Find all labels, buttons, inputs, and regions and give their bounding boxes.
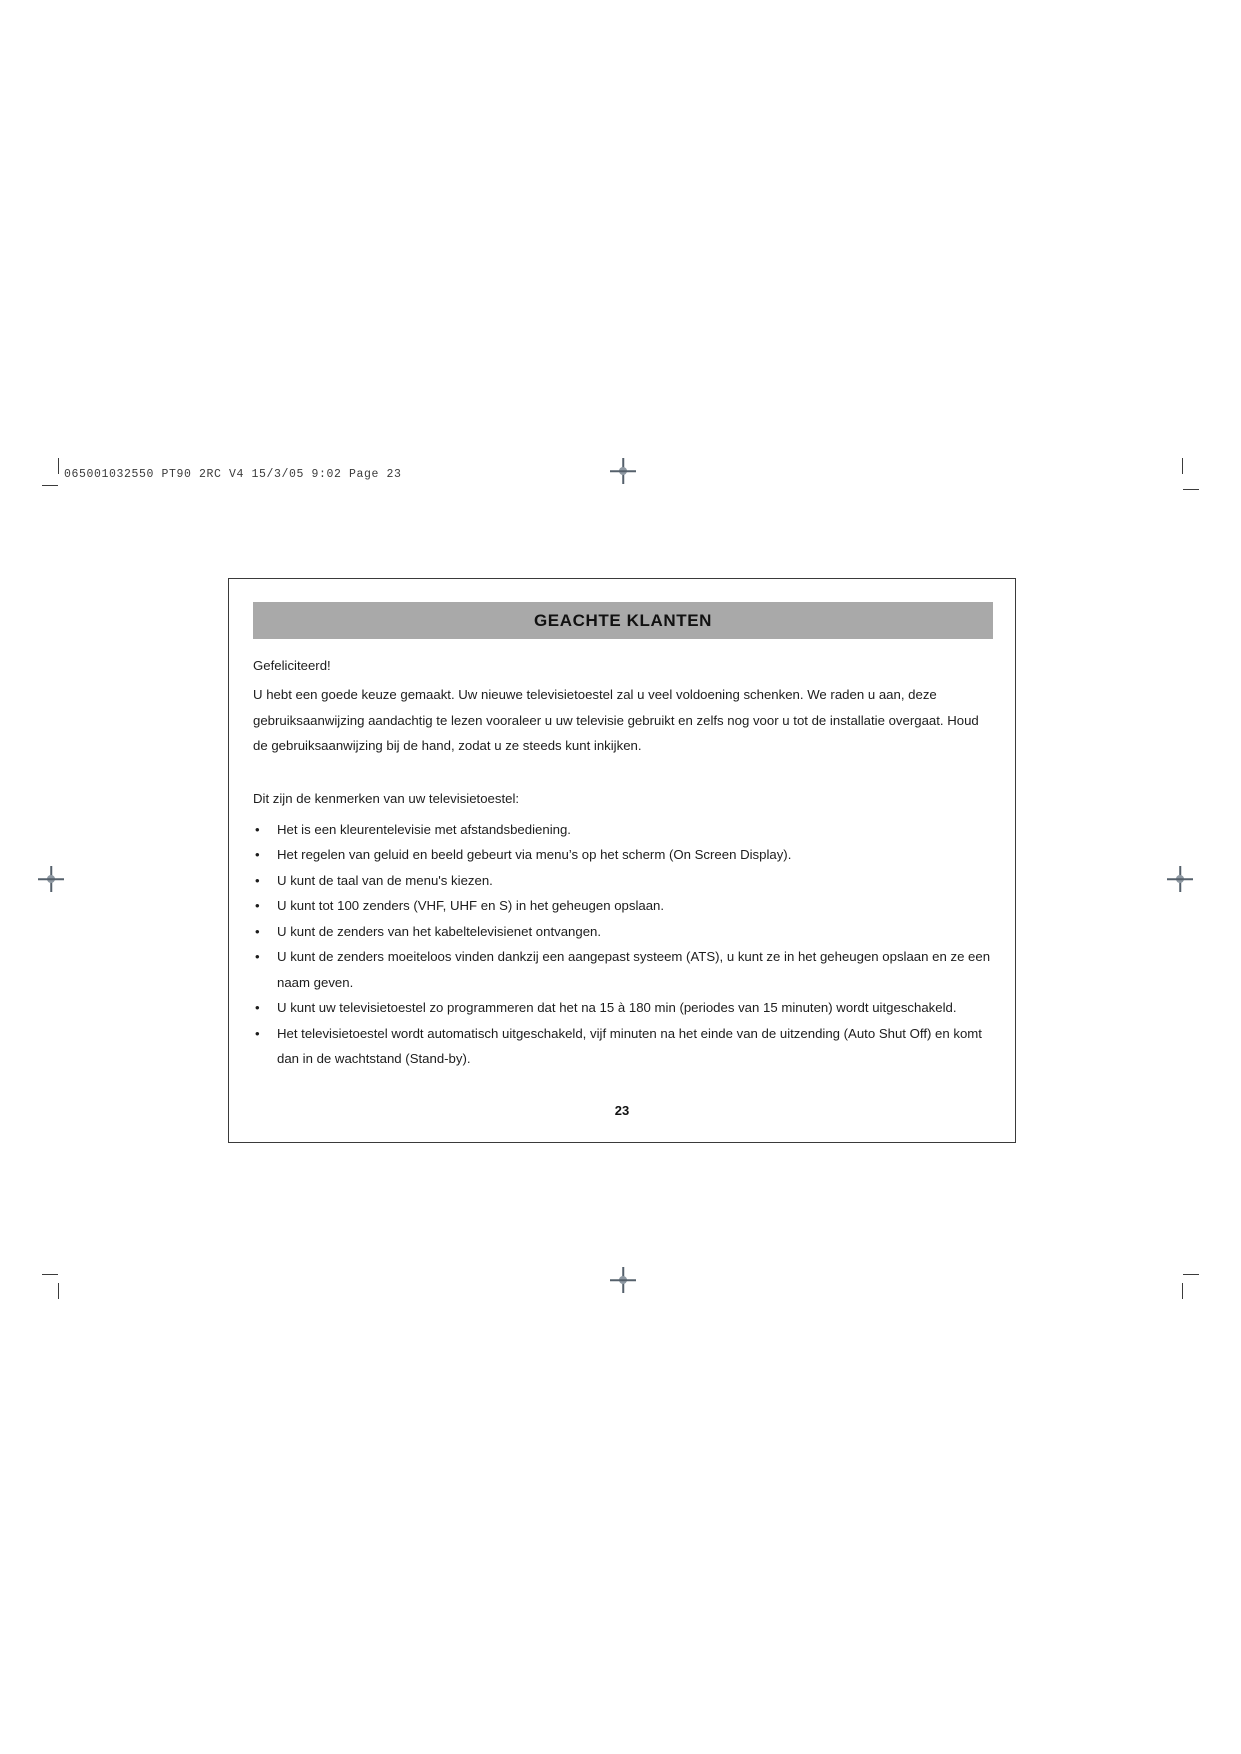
list-item-label: Het televisietoestel wordt automatisch uitgeschakeld, vijf minuten na het einde van de uitzending (Auto Shut Off) en komt dan in de wachtstand (Stand-by).	[277, 1025, 982, 1066]
list-item-label: Het is een kleurentelevisie met afstandsbediening.	[277, 821, 571, 837]
list-item-label: Het regelen van geluid en beeld gebeurt via menu’s op het scherm (On Screen Display).	[277, 847, 792, 862]
bullet-icon: •	[255, 847, 260, 862]
list-item	[253, 944, 995, 995]
list-item	[253, 868, 995, 894]
list-item	[253, 919, 995, 945]
list-item-label: U kunt de taal van de menu's kiezen.	[277, 872, 493, 888]
list-item	[253, 1021, 995, 1072]
page-title: GEACHTE KLANTEN	[533, 610, 713, 630]
crop-mark-top-right-vertical	[1182, 458, 1183, 474]
registration-mark-right	[1167, 866, 1193, 892]
registration-dot	[619, 467, 627, 475]
page-number: 23	[614, 1103, 630, 1118]
features-list	[253, 817, 995, 1072]
list-item-label: U kunt de zenders van het kabeltelevisienet ontvangen.	[277, 923, 602, 939]
registration-mark-top	[610, 458, 636, 484]
crop-mark-bottom-left-horizontal	[42, 1274, 58, 1275]
list-item	[253, 817, 995, 843]
page-content	[253, 653, 995, 1072]
list-item	[253, 893, 995, 919]
bullet-icon: •	[255, 949, 260, 964]
registration-mark-left	[38, 866, 64, 892]
registration-dot	[619, 1276, 627, 1284]
crop-mark-bottom-right-horizontal	[1183, 1274, 1199, 1275]
crop-mark-top-left-vertical	[58, 458, 59, 474]
registration-dot	[47, 875, 55, 883]
crop-mark-bottom-left-vertical	[58, 1283, 59, 1299]
crop-mark-bottom-right-vertical	[1182, 1283, 1183, 1299]
page-title-bar	[253, 602, 993, 639]
list-item-label: U kunt de zenders moeiteloos vinden dankzij een aangepast systeem (ATS), u kunt ze in het geheugen opslaan en ze een naam geven.	[277, 949, 991, 990]
bullet-icon: •	[255, 1025, 260, 1041]
crop-mark-top-left-horizontal	[42, 485, 58, 486]
bullet-icon: •	[255, 1000, 260, 1015]
lead-text: Gefeliciteerd!	[253, 658, 331, 673]
list-item	[253, 995, 995, 1021]
list-item-label: U kunt uw televisietoestel zo programmeren dat het na 15 à 180 min (periodes van 15 minuten) wordt uitgeschakeld.	[277, 1000, 957, 1015]
intro-paragraph: U hebt een goede keuze gemaakt. Uw nieuwe televisietoestel zal u veel voldoening schenken. We raden u aan, deze gebruiksaanwijzing aandachtig te lezen vooraleer u uw televisie gebruikt en zelfs nog voor u tot de installatie overgaat. Houd de gebruiksaanwijzing bij de hand, zodat u ze steeds kunt inkijken.	[253, 687, 979, 753]
bullet-icon: •	[255, 872, 260, 888]
bullet-icon: •	[255, 821, 260, 837]
list-item	[253, 842, 995, 868]
bullet-icon: •	[255, 898, 260, 913]
list-item-label: U kunt tot 100 zenders (VHF, UHF en S) in het geheugen opslaan.	[277, 898, 665, 913]
manual-page	[228, 578, 1016, 1143]
crop-mark-top-right-horizontal	[1183, 489, 1199, 490]
prepress-header-text: 065001032550 PT90 2RC V4 15/3/05 9:02 Page 23	[64, 468, 402, 481]
bullet-icon: •	[255, 923, 260, 939]
features-intro: Dit zijn de kenmerken van uw televisietoestel:	[253, 790, 520, 806]
registration-mark-bottom	[610, 1267, 636, 1293]
registration-dot	[1176, 875, 1184, 883]
